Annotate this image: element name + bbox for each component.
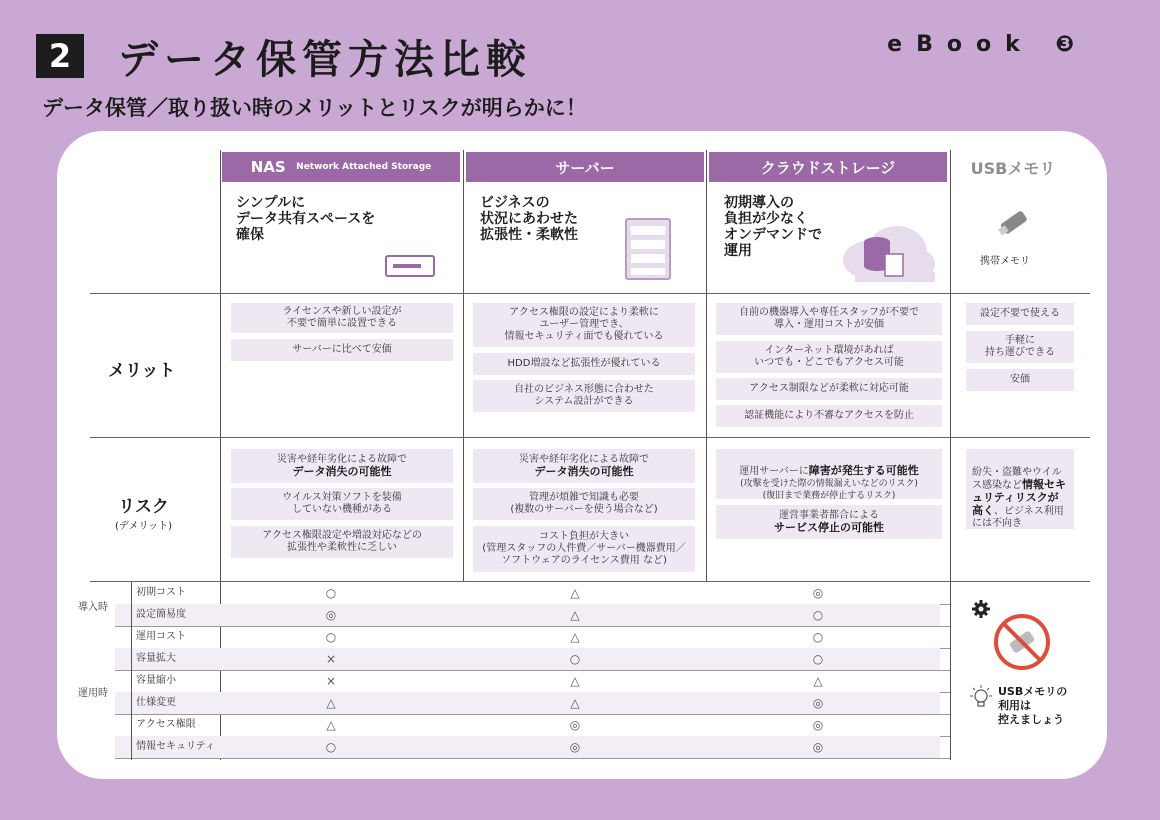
ebook-label: eBook ❸ [887, 32, 1088, 57]
grid-cell-server: ○ [569, 652, 581, 666]
page-subtitle: データ保管／取り扱い時のメリットとリスクが明らかに！ [42, 96, 587, 120]
nas-device-icon [385, 255, 435, 277]
grid-cell-cloud: ◎ [812, 740, 824, 754]
risk-item: コスト負担が大きい (管理スタッフの人件費／サーバー機器費用／ ソフトウェアのライセンス費用 など) [473, 526, 695, 572]
merit-item: 安価 [966, 369, 1074, 391]
grid-cell-nas: ○ [325, 586, 337, 600]
grid-cell-cloud: ○ [812, 652, 824, 666]
row-divider [90, 437, 1090, 438]
risk-item: 運用サーバーに障害が発生する可能性 (攻撃を受けた際の情報漏えいなどのリスク) (復旧まで業務が停止するリスク) [716, 449, 942, 499]
category-label: 運用時 [78, 688, 108, 699]
grid-cell-cloud: ○ [812, 608, 824, 622]
risk-item: 管理が煩雑で知識も必要 (複数のサーバーを使う場合など) [473, 488, 695, 520]
merit-item: 自前の機器導入や専任スタッフが不要で 導入・運用コストが安価 [716, 303, 942, 335]
risk-item: 災害や経年劣化による故障で データ消失の可能性 [473, 449, 695, 483]
grid-cell-server: △ [570, 608, 580, 622]
column-header-usb: USBメモリ [970, 158, 1056, 178]
grid-cell-cloud: ◎ [812, 586, 824, 600]
usb-tagline: 携帯メモリ [980, 256, 1030, 267]
grid-cell-server: △ [570, 674, 580, 688]
risk-item: 災害や経年劣化による故障で データ消失の可能性 [231, 449, 453, 483]
usb-note: USBメモリの 利用は 控えましょう [998, 685, 1068, 726]
section-number: 2 [36, 34, 84, 78]
merit-item: アクセス権限の設定により柔軟に ユーザー管理でき、 情報セキュリティ面でも優れている [473, 303, 695, 347]
merit-item: ライセンスや新しい設定が 不要で簡単に設置できる [231, 303, 453, 333]
grid-row-label: 初期コスト [136, 587, 186, 598]
grid-cell-nas: △ [326, 718, 336, 732]
gear-icon [972, 600, 990, 618]
merit-item: 手軽に 持ち運びできる [966, 331, 1074, 363]
grid-cell-server: △ [570, 696, 580, 710]
merit-row-label: メリット [108, 361, 176, 381]
grid-cell-nas: × [325, 652, 337, 666]
grid-cell-cloud: △ [813, 674, 823, 688]
no-usb-icon [992, 612, 1052, 672]
lightbulb-icon [968, 684, 994, 710]
nas-tagline: シンプルに データ共有スペースを 確保 [236, 195, 376, 243]
grid-row-label: 情報セキュリティ [136, 741, 215, 752]
column-divider [950, 150, 951, 760]
server-tagline: ビジネスの 状況にあわせた 拡張性・柔軟性 [480, 195, 578, 243]
risk-item: ウイルス対策ソフトを装備 していない機種がある [231, 488, 453, 520]
merit-item: HDD増設など拡張性が優れている [473, 353, 695, 375]
grid-cell-nas: ○ [325, 630, 337, 644]
grid-row-label: 運用コスト [136, 631, 186, 642]
merit-item: アクセス制限などが柔軟に対応可能 [716, 378, 942, 400]
grid-row-label: 設定簡易度 [136, 609, 186, 620]
merit-item: インターネット環境があれば いつでも・どこでもアクセス可能 [716, 341, 942, 373]
server-rack-icon [625, 218, 671, 280]
grid-cell-cloud: ◎ [812, 718, 824, 732]
grid-cell-cloud: ○ [812, 630, 824, 644]
grid-cell-server: △ [570, 586, 580, 600]
risk-item: 紛失・盗難やウイルス感染など情報セキュリティリスクが高く、ビジネス利用には不向き [966, 449, 1074, 529]
cloud-database-icon [835, 220, 937, 282]
grid-cell-cloud: ◎ [812, 696, 824, 710]
column-header-nas: NAS Network Attached Storage [222, 152, 460, 182]
grid-cell-server: ◎ [569, 740, 581, 754]
column-header-cloud: クラウドストレージ [709, 152, 947, 182]
merit-item: サーバーに比べて安価 [231, 339, 453, 361]
column-divider [463, 150, 464, 582]
page-title: データ保管方法比較 [118, 37, 532, 83]
column-header-server: サーバー [466, 152, 704, 182]
grid-cell-nas: ◎ [325, 608, 337, 622]
grid-label-divider [131, 582, 132, 760]
row-divider [90, 293, 1090, 294]
merit-item: 自社のビジネス形態に合わせた システム設計ができる [473, 380, 695, 412]
grid-row-label: 容量拡大 [136, 653, 176, 664]
merit-item: 設定不要で使える [966, 303, 1074, 325]
usb-stick-icon [995, 205, 1031, 241]
risk-row-label: リスク (デメリット) [115, 497, 173, 532]
grid-row-divider [115, 758, 950, 759]
grid-cell-nas: △ [326, 696, 336, 710]
category-label: 導入時 [78, 602, 108, 613]
risk-item: 運営事業者都合による サービス停止の可能性 [716, 505, 942, 539]
cloud-tagline: 初期導入の 負担が少なく オンデマンドで 運用 [724, 195, 822, 259]
grid-row-label: 仕様変更 [136, 697, 176, 708]
merit-item: 認証機能により不審なアクセスを防止 [716, 405, 942, 427]
grid-cell-nas: ○ [325, 740, 337, 754]
grid-row-label: 容量縮小 [136, 675, 176, 686]
risk-item: アクセス権限設定や増設対応などの 拡張性や柔軟性に乏しい [231, 526, 453, 558]
grid-cell-server: △ [570, 630, 580, 644]
grid-cell-nas: × [325, 674, 337, 688]
grid-row-label: アクセス権限 [136, 719, 196, 730]
column-divider [706, 150, 707, 582]
grid-cell-server: ◎ [569, 718, 581, 732]
